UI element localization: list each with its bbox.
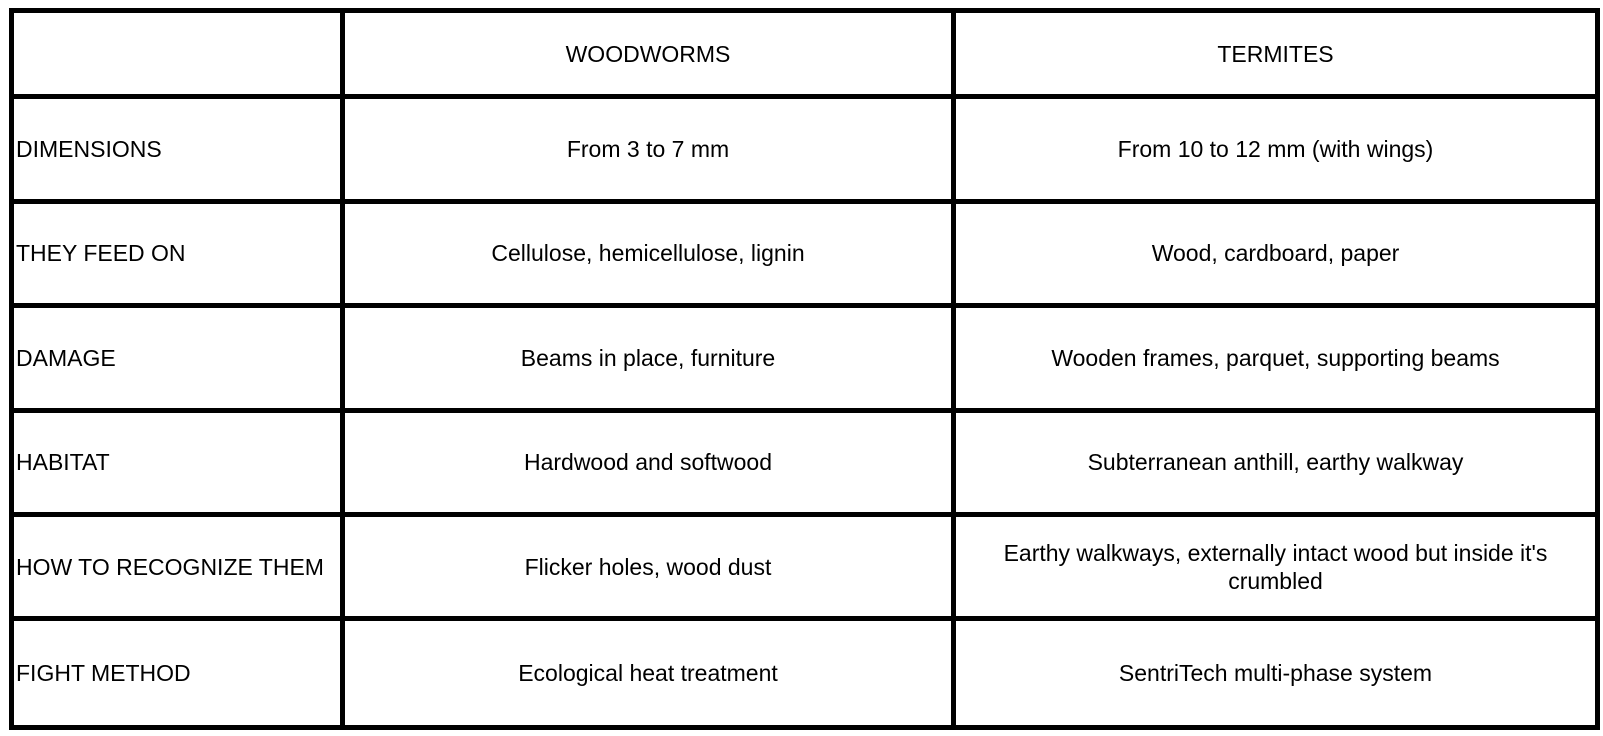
table-row xyxy=(12,619,1598,728)
header-woodworms: WOODWORMS xyxy=(343,11,954,97)
woodworms-cell: From 3 to 7 mm xyxy=(343,97,954,201)
woodworms-cell: Cellulose, hemicellulose, lignin xyxy=(343,201,954,305)
row-label: DAMAGE xyxy=(12,306,343,410)
table-row xyxy=(12,410,1598,514)
header-termites: TERMITES xyxy=(954,11,1598,97)
row-label: DIMENSIONS xyxy=(12,97,343,201)
table-row xyxy=(12,97,1598,201)
header-empty-cell xyxy=(12,11,343,97)
termites-cell: SentriTech multi-phase system xyxy=(954,619,1598,728)
termites-cell: Wood, cardboard, paper xyxy=(954,201,1598,305)
woodworms-cell: Hardwood and softwood xyxy=(343,410,954,514)
woodworms-cell: Ecological heat treatment xyxy=(343,619,954,728)
row-label: HOW TO RECOGNIZE THEM xyxy=(12,515,343,619)
termites-cell: From 10 to 12 mm (with wings) xyxy=(954,97,1598,201)
termites-cell: Subterranean anthill, earthy walkway xyxy=(954,410,1598,514)
header-row xyxy=(12,11,1598,97)
table-row xyxy=(12,201,1598,305)
comparison-table xyxy=(9,8,1600,730)
table-row xyxy=(12,306,1598,410)
woodworms-cell: Beams in place, furniture xyxy=(343,306,954,410)
termites-cell: Wooden frames, parquet, supporting beams xyxy=(954,306,1598,410)
row-label: HABITAT xyxy=(12,410,343,514)
row-label: FIGHT METHOD xyxy=(12,619,343,728)
termites-cell: Earthy walkways, externally intact wood but inside it's crumbled xyxy=(954,515,1598,619)
woodworms-cell: Flicker holes, wood dust xyxy=(343,515,954,619)
row-label: THEY FEED ON xyxy=(12,201,343,305)
table-row xyxy=(12,515,1598,619)
